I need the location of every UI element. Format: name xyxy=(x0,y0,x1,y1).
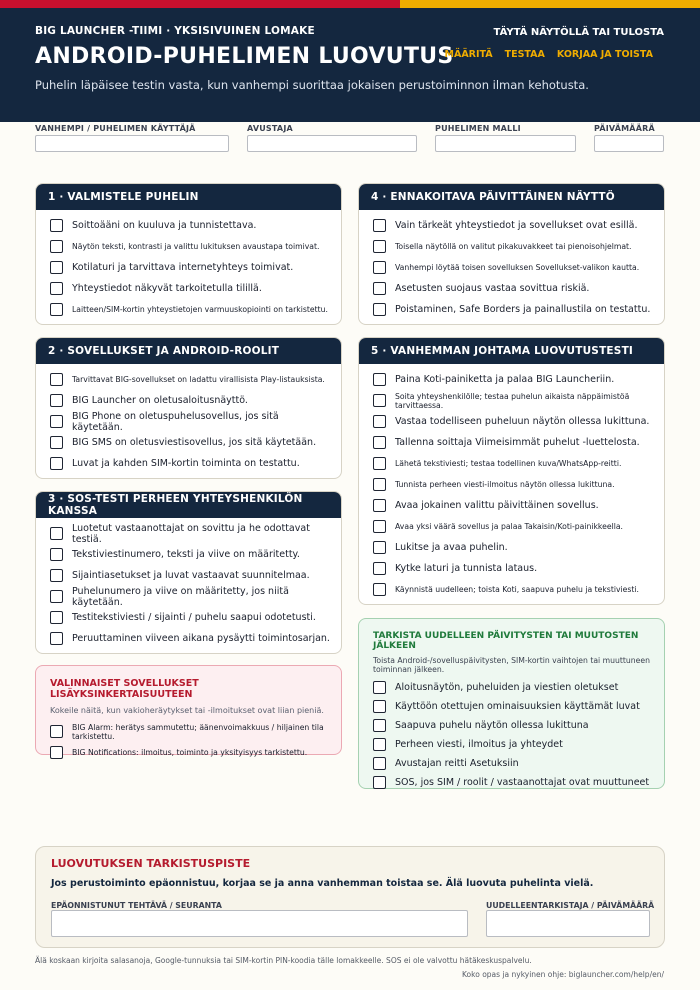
phone-model-input[interactable] xyxy=(435,135,576,152)
handover-checkpoint xyxy=(35,846,665,948)
item-text: Avaa jokainen valittu päivittäinen sovellus. xyxy=(395,500,599,511)
field-parent xyxy=(35,124,229,152)
checkbox[interactable] xyxy=(50,394,63,407)
checklist-item xyxy=(50,257,331,278)
section-prepare-phone xyxy=(35,183,342,325)
footer-link[interactable]: Koko opas ja nykyinen ohje: biglauncher.com/help/en/ xyxy=(462,970,664,979)
item-text: Lähetä tekstiviesti; testaa todellinen kuva/WhatsApp-reitti. xyxy=(395,459,622,468)
checklist-item xyxy=(373,754,654,773)
checklist-item xyxy=(50,565,331,586)
item-text: Tallenna soittaja Viimeisimmät puhelut -luettelosta. xyxy=(395,437,640,448)
section-daily-screen xyxy=(358,183,665,325)
item-text: Paina Koti-painiketta ja palaa BIG Launcheriin. xyxy=(395,374,615,385)
section-handover-test xyxy=(358,337,665,605)
header-kicker: BIG LAUNCHER -TIIMI · YKSISIVUINEN LOMAKE xyxy=(35,25,315,37)
checkbox[interactable] xyxy=(50,261,63,274)
item-text: BIG Notifications: ilmoitus, toiminto ja yksityisyys tarkistettu. xyxy=(72,748,308,757)
checklist-item xyxy=(373,537,654,558)
checkbox[interactable] xyxy=(373,719,386,732)
checklist-item xyxy=(373,697,654,716)
failed-task-input[interactable] xyxy=(51,910,468,937)
checklist-item xyxy=(373,579,654,600)
checkbox[interactable] xyxy=(373,373,386,386)
item-text: Toisella näytöllä on valitut pikakuvakkeet tai pienoisohjelmat. xyxy=(395,242,632,251)
checklist-item xyxy=(373,516,654,537)
item-text: Asetusten suojaus vastaa sovittua riskiä. xyxy=(395,283,590,294)
checkbox[interactable] xyxy=(373,282,386,295)
item-text: Sijaintiasetukset ja luvat vastaavat suunnitelmaa. xyxy=(72,570,310,581)
checkbox[interactable] xyxy=(50,436,63,449)
step-fix-repeat: KORJAA JA TOISTA xyxy=(556,49,653,60)
checklist-item xyxy=(50,278,331,299)
checkbox[interactable] xyxy=(373,700,386,713)
checklist-item xyxy=(373,390,654,411)
field-parent-label: VANHEMPI / PUHELIMEN KÄYTTÄJÄ xyxy=(35,124,196,133)
rechecker-label: UUDELLEENTARKISTAJA / PÄIVÄMÄÄRÄ xyxy=(486,901,655,910)
checkbox[interactable] xyxy=(373,240,386,253)
item-text: Vastaa todelliseen puheluun näytön ollessa lukittuna. xyxy=(395,416,650,427)
item-text: Vanhempi löytää toisen sovelluksen Sovellukset-valikon kautta. xyxy=(395,263,640,272)
checklist-item xyxy=(373,558,654,579)
checklist-item xyxy=(50,299,331,320)
checkbox[interactable] xyxy=(373,436,386,449)
item-text: Poistaminen, Safe Borders ja painallustila on testattu. xyxy=(395,304,651,315)
item-text: Luotetut vastaanottajat on sovittu ja he odottavat testiä. xyxy=(72,522,310,545)
field-phone-model-label: PUHELIMEN MALLI xyxy=(435,124,521,133)
item-text: BIG Phone on oletuspuhelusovellus, jos sitä käytetään. xyxy=(72,410,279,433)
item-text: Kytke laturi ja tunnista lataus. xyxy=(395,563,538,574)
checklist-item xyxy=(373,453,654,474)
section-title: 2 · SOVELLUKSET JA ANDROID-ROOLIT xyxy=(36,338,341,364)
field-phone-model xyxy=(435,124,576,152)
section-title: TARKISTA UUDELLEEN PÄIVITYSTEN TAI MUUTOSTEN JÄLKEEN xyxy=(373,631,639,651)
helper-input[interactable] xyxy=(247,135,417,152)
section-title: 1 · VALMISTELE PUHELIN xyxy=(36,184,341,210)
section-title: 3 · SOS-TESTI PERHEEN YHTEYSHENKILÖN KANSSA xyxy=(36,492,341,518)
checkbox[interactable] xyxy=(50,457,63,470)
field-date-label: PÄIVÄMÄÄRÄ xyxy=(594,124,655,133)
checklist-item xyxy=(373,278,654,299)
checklist-item xyxy=(50,523,331,544)
item-text: Luvat ja kahden SIM-kortin toiminta on testattu. xyxy=(72,458,300,469)
footer-note: Älä koskaan kirjoita salasanoja, Google-tunnuksia tai SIM-kortin PIN-koodia tälle lomakkeelle. SOS ei ole valvottu hätäkeskuspalvelu. xyxy=(35,956,532,965)
checklist-item xyxy=(50,369,331,390)
checkbox[interactable] xyxy=(50,219,63,232)
item-text: Saapuva puhelu näytön ollessa lukittuna xyxy=(395,720,589,731)
section-sos-test xyxy=(35,491,342,654)
field-date xyxy=(594,124,664,152)
checklist-item xyxy=(373,257,654,278)
checklist-item xyxy=(373,495,654,516)
item-text: Avaa yksi väärä sovellus ja palaa Takaisin/Koti-painikkeella. xyxy=(395,522,623,531)
checklist-item xyxy=(50,742,331,763)
handover-subtitle: Jos perustoiminto epäonnistuu, korjaa se ja anna vanhemman toistaa se. Älä luovuta puhelinta vielä. xyxy=(51,878,594,889)
checklist-item xyxy=(50,544,331,565)
section-title: 5 · VANHEMMAN JOHTAMA LUOVUTUSTESTI xyxy=(359,338,664,364)
item-text: Vain tärkeät yhteystiedot ja sovellukset ovat esillä. xyxy=(395,220,638,231)
checkbox[interactable] xyxy=(373,520,386,533)
checkbox[interactable] xyxy=(50,632,63,645)
checklist-item xyxy=(373,411,654,432)
checkbox[interactable] xyxy=(50,415,63,428)
item-text: Näytön teksti, kontrasti ja valittu lukituksen avaustapa toimivat. xyxy=(72,242,320,251)
failed-task-label: EPÄONNISTUNUT TEHTÄVÄ / SEURANTA xyxy=(51,901,222,910)
checklist-item xyxy=(50,432,331,453)
checkbox[interactable] xyxy=(50,548,63,561)
page-title: ANDROID-PUHELIMEN LUOVUTUS xyxy=(35,44,454,69)
rechecker-input[interactable] xyxy=(486,910,650,937)
checkbox[interactable] xyxy=(50,746,63,759)
item-text: Soita yhteyshenkilölle; testaa puhelun aikaista näppäimistöä tarvittaessa. xyxy=(395,391,630,410)
section-title: 4 · ENNAKOITAVA PÄIVITTÄINEN NÄYTTÖ xyxy=(359,184,664,210)
checkbox[interactable] xyxy=(373,757,386,770)
item-text: Laitteen/SIM-kortin yhteystietojen varmuuskopiointi on tarkistettu. xyxy=(72,305,328,314)
section-title: VALINNAISET SOVELLUKSET LISÄYKSINKERTAISUUTEEN xyxy=(50,678,199,700)
checkbox[interactable] xyxy=(50,590,63,603)
item-text: Käynnistä uudelleen; toista Koti, saapuva puhelu ja tekstiviesti. xyxy=(395,585,639,594)
section-recheck xyxy=(358,618,665,789)
parent-input[interactable] xyxy=(35,135,229,152)
checkbox[interactable] xyxy=(373,681,386,694)
section-note: Toista Android-/sovelluspäivitysten, SIM-kortin vaihtojen tai muuttuneen toiminnan jälkeen. xyxy=(373,656,650,674)
item-text: Perheen viesti, ilmoitus ja yhteydet xyxy=(395,739,563,750)
checkbox[interactable] xyxy=(373,261,386,274)
section-apps-roles xyxy=(35,337,342,479)
field-helper xyxy=(247,124,417,152)
handover-title: LUOVUTUKSEN TARKISTUSPISTE xyxy=(51,857,251,870)
checkbox[interactable] xyxy=(50,611,63,624)
checklist-item xyxy=(50,411,331,432)
checklist-item xyxy=(373,369,654,390)
checkbox[interactable] xyxy=(373,303,386,316)
checklist-item xyxy=(50,453,331,474)
section-note: Kokeile näitä, kun vakioheräytykset tai -ilmoitukset ovat liian pieniä. xyxy=(50,706,324,715)
checkbox[interactable] xyxy=(373,541,386,554)
item-text: Testitekstiviesti / sijainti / puhelu saapui odotetusti. xyxy=(72,612,316,623)
checklist-item xyxy=(50,586,331,607)
item-text: Kotilaturi ja tarvittava internetyhteys toimivat. xyxy=(72,262,294,273)
checklist-item xyxy=(50,236,331,257)
checklist-item xyxy=(50,215,331,236)
checklist-item xyxy=(373,474,654,495)
item-text: Puhelunumero ja viive on määritetty, jos niitä käytetään. xyxy=(72,585,289,608)
checkbox[interactable] xyxy=(373,776,386,789)
checkbox[interactable] xyxy=(50,569,63,582)
step-configure: MÄÄRITÄ xyxy=(444,49,493,60)
item-text: BIG Alarm: herätys sammutettu; äänenvoimakkuus / hiljainen tila tarkistettu. xyxy=(72,722,324,741)
checkbox[interactable] xyxy=(373,415,386,428)
checkbox[interactable] xyxy=(373,562,386,575)
checklist-item xyxy=(373,678,654,697)
item-text: Tunnista perheen viesti-ilmoitus näytön ollessa lukittuna. xyxy=(395,480,615,489)
field-helper-label: AVUSTAJA xyxy=(247,124,293,133)
item-text: Käyttöön otettujen ominaisuuksien käyttämät luvat xyxy=(395,701,640,712)
page-subtitle: Puhelin läpäisee testin vasta, kun vanhempi suorittaa jokaisen perustoiminnon ilman kehotusta. xyxy=(35,78,589,92)
date-input[interactable] xyxy=(594,135,664,152)
checkbox[interactable] xyxy=(373,478,386,491)
item-text: Yhteystiedot näkyvät tarkoitetulla tilillä. xyxy=(72,283,262,294)
checklist-item xyxy=(50,390,331,411)
checkbox[interactable] xyxy=(50,303,63,316)
checklist-item xyxy=(50,607,331,628)
item-text: Tarvittavat BIG-sovellukset on ladattu virallisista Play-listauksista. xyxy=(72,375,325,384)
checklist-item xyxy=(373,236,654,257)
checklist-item xyxy=(50,628,331,649)
checkbox[interactable] xyxy=(50,527,63,540)
checkbox[interactable] xyxy=(50,373,63,386)
item-text: Aloitusnäytön, puheluiden ja viestien oletukset xyxy=(395,682,619,693)
item-text: Soittoääni on kuuluva ja tunnistettava. xyxy=(72,220,257,231)
fill-or-print-label: TÄYTÄ NÄYTÖLLÄ TAI TULOSTA xyxy=(493,27,664,38)
page-header xyxy=(0,8,700,122)
item-text: BIG Launcher on oletusaloitusnäyttö. xyxy=(72,395,248,406)
checklist-item xyxy=(373,299,654,320)
checklist-item xyxy=(373,773,654,792)
checklist-item xyxy=(373,215,654,236)
item-text: BIG SMS on oletusviestisovellus, jos sitä käytetään. xyxy=(72,437,317,448)
section-optional-apps xyxy=(35,665,342,755)
header-steps xyxy=(445,49,653,60)
checkbox[interactable] xyxy=(373,583,386,596)
top-stripe-gold xyxy=(400,0,700,8)
checkbox[interactable] xyxy=(373,219,386,232)
step-test: TESTAA xyxy=(504,49,545,60)
top-stripe xyxy=(0,0,700,8)
checkbox[interactable] xyxy=(373,499,386,512)
item-text: SOS, jos SIM / roolit / vastaanottajat ovat muuttuneet xyxy=(395,777,650,788)
item-text: Peruuttaminen viiveen aikana pysäytti toimintosarjan. xyxy=(72,633,330,644)
checklist-item xyxy=(373,432,654,453)
checkbox[interactable] xyxy=(373,394,386,407)
checkbox[interactable] xyxy=(50,725,63,738)
item-text: Avustajan reitti Asetuksiin xyxy=(395,758,519,769)
checklist-item xyxy=(50,721,331,742)
checklist-item xyxy=(373,716,654,735)
checkbox[interactable] xyxy=(50,240,63,253)
checkbox[interactable] xyxy=(373,738,386,751)
item-text: Lukitse ja avaa puhelin. xyxy=(395,542,508,553)
item-text: Tekstiviestinumero, teksti ja viive on määritetty. xyxy=(72,549,300,560)
checklist-item xyxy=(373,735,654,754)
checkbox[interactable] xyxy=(373,457,386,470)
checkbox[interactable] xyxy=(50,282,63,295)
